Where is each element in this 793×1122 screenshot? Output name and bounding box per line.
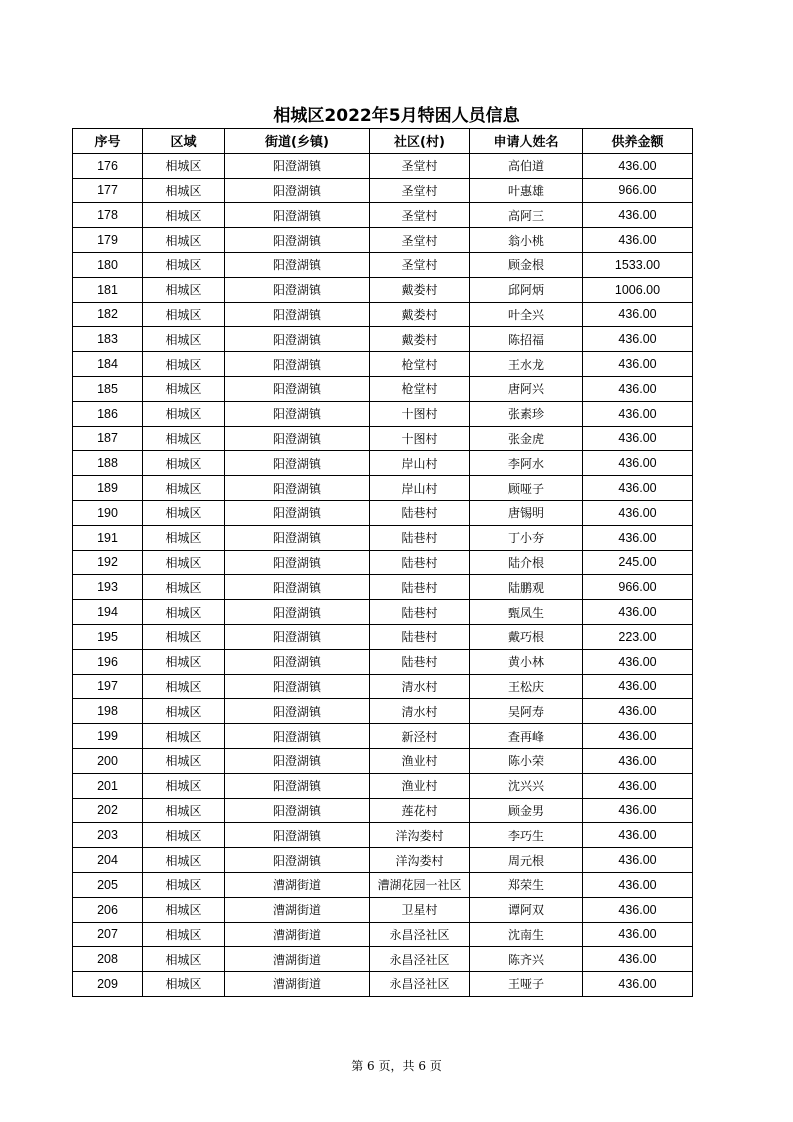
cell-district: 相城区 <box>143 897 225 922</box>
cell-support-amount: 436.00 <box>583 476 693 501</box>
header-community-village: 社区(村) <box>370 129 470 154</box>
cell-street-town: 阳澄湖镇 <box>225 550 370 575</box>
cell-applicant-name: 王松庆 <box>470 674 583 699</box>
cell-district: 相城区 <box>143 798 225 823</box>
cell-applicant-name: 顾金男 <box>470 798 583 823</box>
cell-district: 相城区 <box>143 947 225 972</box>
cell-serial-number: 184 <box>73 352 143 377</box>
cell-applicant-name: 顾哑子 <box>470 476 583 501</box>
cell-serial-number: 195 <box>73 624 143 649</box>
cell-community-village: 洋沟娄村 <box>370 823 470 848</box>
cell-street-town: 阳澄湖镇 <box>225 699 370 724</box>
cell-community-village: 十图村 <box>370 401 470 426</box>
cell-applicant-name: 周元根 <box>470 848 583 873</box>
cell-support-amount: 436.00 <box>583 848 693 873</box>
table-row <box>73 922 693 947</box>
cell-serial-number: 200 <box>73 748 143 773</box>
header-applicant-name: 申请人姓名 <box>470 129 583 154</box>
cell-street-town: 阳澄湖镇 <box>225 426 370 451</box>
cell-support-amount: 436.00 <box>583 352 693 377</box>
cell-applicant-name: 吴阿寿 <box>470 699 583 724</box>
cell-applicant-name: 丁小夯 <box>470 525 583 550</box>
cell-support-amount: 436.00 <box>583 327 693 352</box>
table-row <box>73 699 693 724</box>
cell-serial-number: 179 <box>73 228 143 253</box>
table-row <box>73 848 693 873</box>
cell-community-village: 渔业村 <box>370 748 470 773</box>
cell-community-village: 漕湖花园一社区 <box>370 872 470 897</box>
cell-street-town: 阳澄湖镇 <box>225 228 370 253</box>
cell-district: 相城区 <box>143 972 225 997</box>
cell-serial-number: 194 <box>73 600 143 625</box>
cell-community-village: 永昌泾社区 <box>370 922 470 947</box>
cell-community-village: 十图村 <box>370 426 470 451</box>
cell-district: 相城区 <box>143 451 225 476</box>
cell-street-town: 阳澄湖镇 <box>225 252 370 277</box>
cell-applicant-name: 李巧生 <box>470 823 583 848</box>
cell-serial-number: 202 <box>73 798 143 823</box>
cell-applicant-name: 翁小桃 <box>470 228 583 253</box>
table-row <box>73 972 693 997</box>
table-row <box>73 451 693 476</box>
cell-community-village: 陆巷村 <box>370 575 470 600</box>
cell-community-village: 永昌泾社区 <box>370 972 470 997</box>
cell-applicant-name: 戴巧根 <box>470 624 583 649</box>
cell-district: 相城区 <box>143 153 225 178</box>
cell-support-amount: 436.00 <box>583 451 693 476</box>
cell-support-amount: 436.00 <box>583 947 693 972</box>
cell-serial-number: 190 <box>73 500 143 525</box>
cell-community-village: 圣堂村 <box>370 203 470 228</box>
cell-support-amount: 1006.00 <box>583 277 693 302</box>
cell-serial-number: 209 <box>73 972 143 997</box>
cell-serial-number: 178 <box>73 203 143 228</box>
table-row <box>73 376 693 401</box>
cell-serial-number: 187 <box>73 426 143 451</box>
cell-community-village: 陆巷村 <box>370 550 470 575</box>
cell-support-amount: 1533.00 <box>583 252 693 277</box>
cell-district: 相城区 <box>143 426 225 451</box>
cell-applicant-name: 张金虎 <box>470 426 583 451</box>
cell-community-village: 圣堂村 <box>370 153 470 178</box>
cell-district: 相城区 <box>143 327 225 352</box>
cell-district: 相城区 <box>143 575 225 600</box>
cell-support-amount: 966.00 <box>583 178 693 203</box>
cell-serial-number: 186 <box>73 401 143 426</box>
cell-street-town: 阳澄湖镇 <box>225 748 370 773</box>
cell-street-town: 阳澄湖镇 <box>225 649 370 674</box>
cell-community-village: 洋沟娄村 <box>370 848 470 873</box>
table-row <box>73 600 693 625</box>
cell-support-amount: 436.00 <box>583 600 693 625</box>
cell-district: 相城区 <box>143 302 225 327</box>
cell-serial-number: 189 <box>73 476 143 501</box>
cell-community-village: 枪堂村 <box>370 376 470 401</box>
cell-serial-number: 197 <box>73 674 143 699</box>
cell-street-town: 阳澄湖镇 <box>225 848 370 873</box>
cell-support-amount: 436.00 <box>583 798 693 823</box>
cell-support-amount: 436.00 <box>583 773 693 798</box>
cell-community-village: 陆巷村 <box>370 600 470 625</box>
table-row <box>73 897 693 922</box>
cell-district: 相城区 <box>143 674 225 699</box>
table-row <box>73 203 693 228</box>
cell-support-amount: 436.00 <box>583 823 693 848</box>
table-row <box>73 476 693 501</box>
cell-applicant-name: 陆介根 <box>470 550 583 575</box>
page-title: 相城区2022年5月特困人员信息 <box>273 106 520 126</box>
cell-district: 相城区 <box>143 699 225 724</box>
table-row <box>73 302 693 327</box>
table-row <box>73 252 693 277</box>
cell-street-town: 漕湖街道 <box>225 872 370 897</box>
cell-applicant-name: 陈小荣 <box>470 748 583 773</box>
table-row <box>73 228 693 253</box>
cell-serial-number: 191 <box>73 525 143 550</box>
table-row <box>73 575 693 600</box>
cell-support-amount: 436.00 <box>583 525 693 550</box>
cell-support-amount: 436.00 <box>583 922 693 947</box>
cell-applicant-name: 邱阿炳 <box>470 277 583 302</box>
cell-community-village: 岸山村 <box>370 451 470 476</box>
table-row <box>73 426 693 451</box>
header-street-town: 街道(乡镇) <box>225 129 370 154</box>
cell-district: 相城区 <box>143 401 225 426</box>
table-row <box>73 872 693 897</box>
cell-serial-number: 196 <box>73 649 143 674</box>
cell-district: 相城区 <box>143 922 225 947</box>
cell-street-town: 阳澄湖镇 <box>225 153 370 178</box>
table-row <box>73 153 693 178</box>
cell-street-town: 阳澄湖镇 <box>225 352 370 377</box>
table-row <box>73 178 693 203</box>
cell-support-amount: 966.00 <box>583 575 693 600</box>
cell-serial-number: 185 <box>73 376 143 401</box>
cell-support-amount: 223.00 <box>583 624 693 649</box>
cell-street-town: 漕湖街道 <box>225 947 370 972</box>
cell-serial-number: 207 <box>73 922 143 947</box>
cell-serial-number: 204 <box>73 848 143 873</box>
table-row <box>73 352 693 377</box>
records-table <box>72 128 693 997</box>
cell-district: 相城区 <box>143 872 225 897</box>
cell-district: 相城区 <box>143 203 225 228</box>
cell-applicant-name: 查再峰 <box>470 724 583 749</box>
cell-district: 相城区 <box>143 178 225 203</box>
cell-serial-number: 180 <box>73 252 143 277</box>
cell-serial-number: 205 <box>73 872 143 897</box>
cell-street-town: 阳澄湖镇 <box>225 773 370 798</box>
cell-applicant-name: 沈南生 <box>470 922 583 947</box>
cell-support-amount: 436.00 <box>583 203 693 228</box>
cell-serial-number: 177 <box>73 178 143 203</box>
table-row <box>73 674 693 699</box>
table-row <box>73 624 693 649</box>
table-row <box>73 823 693 848</box>
cell-serial-number: 199 <box>73 724 143 749</box>
cell-support-amount: 436.00 <box>583 748 693 773</box>
cell-street-town: 阳澄湖镇 <box>225 451 370 476</box>
cell-support-amount: 436.00 <box>583 302 693 327</box>
cell-street-town: 阳澄湖镇 <box>225 302 370 327</box>
cell-street-town: 阳澄湖镇 <box>225 624 370 649</box>
cell-serial-number: 183 <box>73 327 143 352</box>
cell-district: 相城区 <box>143 624 225 649</box>
cell-applicant-name: 顾金根 <box>470 252 583 277</box>
cell-support-amount: 436.00 <box>583 376 693 401</box>
cell-community-village: 永昌泾社区 <box>370 947 470 972</box>
cell-support-amount: 436.00 <box>583 897 693 922</box>
cell-community-village: 陆巷村 <box>370 649 470 674</box>
cell-applicant-name: 甄凤生 <box>470 600 583 625</box>
table-row <box>73 401 693 426</box>
cell-community-village: 陆巷村 <box>370 500 470 525</box>
cell-street-town: 阳澄湖镇 <box>225 401 370 426</box>
cell-serial-number: 176 <box>73 153 143 178</box>
cell-applicant-name: 沈兴兴 <box>470 773 583 798</box>
header-serial-number: 序号 <box>73 129 143 154</box>
cell-serial-number: 192 <box>73 550 143 575</box>
cell-street-town: 阳澄湖镇 <box>225 724 370 749</box>
cell-community-village: 圣堂村 <box>370 252 470 277</box>
table-row <box>73 525 693 550</box>
cell-street-town: 阳澄湖镇 <box>225 798 370 823</box>
cell-applicant-name: 李阿水 <box>470 451 583 476</box>
cell-support-amount: 436.00 <box>583 872 693 897</box>
cell-community-village: 陆巷村 <box>370 624 470 649</box>
cell-serial-number: 188 <box>73 451 143 476</box>
table-row <box>73 724 693 749</box>
cell-street-town: 阳澄湖镇 <box>225 600 370 625</box>
cell-district: 相城区 <box>143 848 225 873</box>
cell-serial-number: 201 <box>73 773 143 798</box>
cell-support-amount: 436.00 <box>583 401 693 426</box>
cell-district: 相城区 <box>143 476 225 501</box>
cell-applicant-name: 陈齐兴 <box>470 947 583 972</box>
cell-community-village: 圣堂村 <box>370 178 470 203</box>
cell-community-village: 新泾村 <box>370 724 470 749</box>
cell-applicant-name: 叶全兴 <box>470 302 583 327</box>
table-row <box>73 748 693 773</box>
cell-community-village: 清水村 <box>370 674 470 699</box>
cell-applicant-name: 高阿三 <box>470 203 583 228</box>
cell-street-town: 阳澄湖镇 <box>225 500 370 525</box>
cell-community-village: 岸山村 <box>370 476 470 501</box>
cell-street-town: 阳澄湖镇 <box>225 823 370 848</box>
cell-district: 相城区 <box>143 252 225 277</box>
cell-support-amount: 436.00 <box>583 699 693 724</box>
table-row <box>73 798 693 823</box>
cell-applicant-name: 唐阿兴 <box>470 376 583 401</box>
cell-applicant-name: 郑荣生 <box>470 872 583 897</box>
cell-street-town: 漕湖街道 <box>225 897 370 922</box>
cell-district: 相城区 <box>143 376 225 401</box>
header-district: 区域 <box>143 129 225 154</box>
cell-street-town: 阳澄湖镇 <box>225 277 370 302</box>
cell-support-amount: 436.00 <box>583 426 693 451</box>
cell-support-amount: 436.00 <box>583 972 693 997</box>
cell-community-village: 莲花村 <box>370 798 470 823</box>
cell-serial-number: 206 <box>73 897 143 922</box>
cell-district: 相城区 <box>143 724 225 749</box>
cell-community-village: 戴娄村 <box>370 327 470 352</box>
cell-street-town: 阳澄湖镇 <box>225 674 370 699</box>
header-support-amount: 供养金额 <box>583 129 693 154</box>
cell-serial-number: 181 <box>73 277 143 302</box>
table-header-row <box>73 129 693 154</box>
cell-serial-number: 182 <box>73 302 143 327</box>
cell-support-amount: 436.00 <box>583 724 693 749</box>
cell-support-amount: 245.00 <box>583 550 693 575</box>
cell-applicant-name: 唐锡明 <box>470 500 583 525</box>
cell-support-amount: 436.00 <box>583 153 693 178</box>
cell-applicant-name: 谭阿双 <box>470 897 583 922</box>
cell-street-town: 漕湖街道 <box>225 972 370 997</box>
cell-community-village: 枪堂村 <box>370 352 470 377</box>
cell-applicant-name: 张素珍 <box>470 401 583 426</box>
cell-support-amount: 436.00 <box>583 674 693 699</box>
table-row <box>73 500 693 525</box>
cell-community-village: 戴娄村 <box>370 302 470 327</box>
cell-serial-number: 203 <box>73 823 143 848</box>
cell-district: 相城区 <box>143 500 225 525</box>
page-footer: 第 6 页，共 6 页 <box>351 1059 442 1073</box>
cell-community-village: 卫星村 <box>370 897 470 922</box>
cell-community-village: 渔业村 <box>370 773 470 798</box>
cell-street-town: 阳澄湖镇 <box>225 575 370 600</box>
cell-applicant-name: 黄小林 <box>470 649 583 674</box>
cell-applicant-name: 叶惠雄 <box>470 178 583 203</box>
cell-street-town: 阳澄湖镇 <box>225 525 370 550</box>
table-row <box>73 550 693 575</box>
cell-community-village: 清水村 <box>370 699 470 724</box>
cell-applicant-name: 王哑子 <box>470 972 583 997</box>
cell-street-town: 阳澄湖镇 <box>225 327 370 352</box>
cell-district: 相城区 <box>143 600 225 625</box>
cell-serial-number: 198 <box>73 699 143 724</box>
cell-street-town: 阳澄湖镇 <box>225 178 370 203</box>
cell-street-town: 阳澄湖镇 <box>225 476 370 501</box>
cell-community-village: 戴娄村 <box>370 277 470 302</box>
cell-district: 相城区 <box>143 277 225 302</box>
cell-street-town: 阳澄湖镇 <box>225 376 370 401</box>
cell-support-amount: 436.00 <box>583 649 693 674</box>
cell-district: 相城区 <box>143 550 225 575</box>
cell-district: 相城区 <box>143 748 225 773</box>
cell-district: 相城区 <box>143 823 225 848</box>
table-row <box>73 773 693 798</box>
cell-serial-number: 208 <box>73 947 143 972</box>
cell-district: 相城区 <box>143 773 225 798</box>
cell-district: 相城区 <box>143 352 225 377</box>
table-row <box>73 649 693 674</box>
cell-street-town: 漕湖街道 <box>225 922 370 947</box>
cell-support-amount: 436.00 <box>583 228 693 253</box>
cell-community-village: 陆巷村 <box>370 525 470 550</box>
cell-district: 相城区 <box>143 649 225 674</box>
cell-district: 相城区 <box>143 525 225 550</box>
cell-applicant-name: 高伯道 <box>470 153 583 178</box>
cell-serial-number: 193 <box>73 575 143 600</box>
table-row <box>73 327 693 352</box>
table-row <box>73 947 693 972</box>
cell-applicant-name: 陆鹏观 <box>470 575 583 600</box>
cell-street-town: 阳澄湖镇 <box>225 203 370 228</box>
cell-support-amount: 436.00 <box>583 500 693 525</box>
cell-community-village: 圣堂村 <box>370 228 470 253</box>
cell-applicant-name: 王水龙 <box>470 352 583 377</box>
cell-applicant-name: 陈招福 <box>470 327 583 352</box>
table-row <box>73 277 693 302</box>
cell-district: 相城区 <box>143 228 225 253</box>
